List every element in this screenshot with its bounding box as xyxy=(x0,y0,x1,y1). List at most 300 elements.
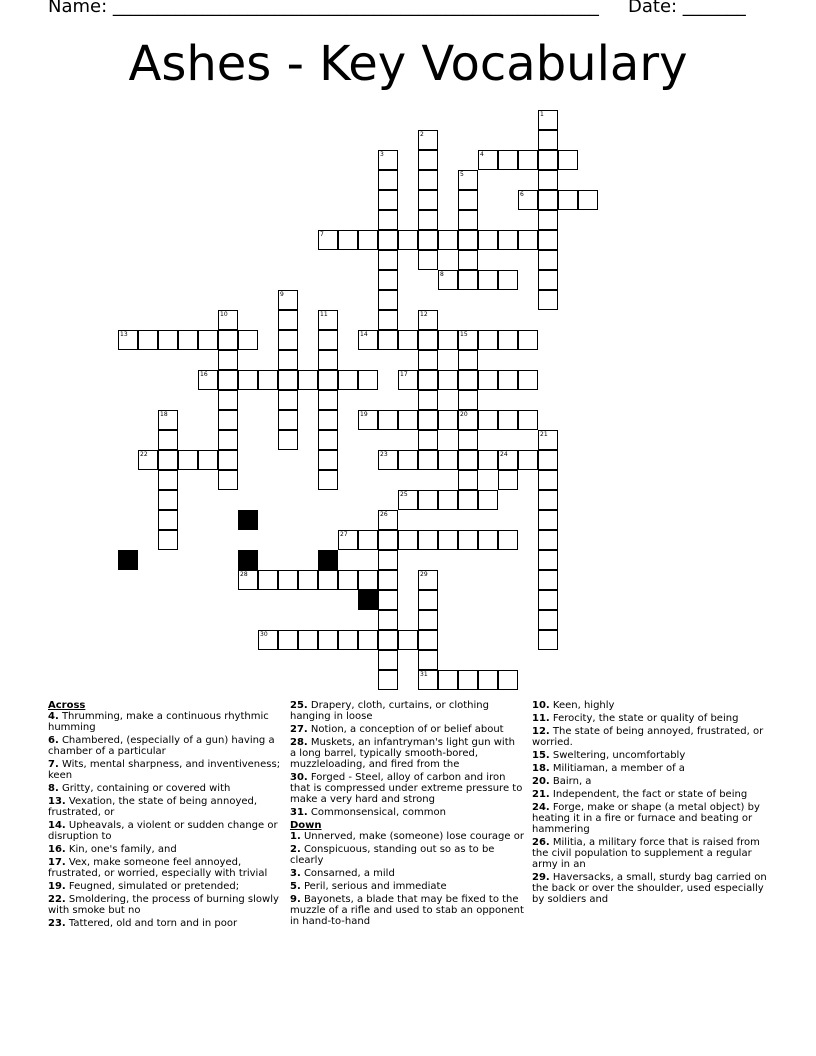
grid-cell[interactable] xyxy=(458,230,478,250)
grid-cell[interactable] xyxy=(458,250,478,270)
grid-cell[interactable] xyxy=(318,570,338,590)
clue-item-text: Gritty, containing or covered with xyxy=(58,783,231,794)
grid-cell[interactable] xyxy=(378,590,398,610)
grid-cell[interactable] xyxy=(318,350,338,370)
clue-item-number: 31. xyxy=(290,807,308,818)
across-clues-part-2 xyxy=(290,700,524,818)
grid-cell[interactable] xyxy=(318,390,338,410)
clue-number: 18 xyxy=(160,411,168,418)
clue-column-3 xyxy=(532,700,772,907)
clue-item-number: 12. xyxy=(532,726,550,737)
grid-cell[interactable] xyxy=(418,310,438,330)
clue-item-text: Peril, serious and immediate xyxy=(300,881,447,892)
grid-cell[interactable] xyxy=(418,630,438,650)
clue-number: 12 xyxy=(420,311,428,318)
grid-cell[interactable] xyxy=(278,390,298,410)
grid-cell[interactable] xyxy=(498,530,518,550)
grid-cell[interactable] xyxy=(358,230,378,250)
clue-item-number: 19. xyxy=(48,881,66,892)
grid-cell[interactable] xyxy=(538,210,558,230)
down-clues-part-1 xyxy=(290,831,524,927)
clue-item-text: Wits, mental sharpness, and inventiveness; keen xyxy=(48,759,281,781)
grid-cell[interactable] xyxy=(378,450,398,470)
clue-number: 2 xyxy=(420,131,424,138)
clue-item xyxy=(48,711,282,733)
clue-item xyxy=(48,857,282,879)
grid-cell[interactable] xyxy=(478,270,498,290)
clue-item xyxy=(290,894,524,927)
grid-cell[interactable] xyxy=(398,530,418,550)
grid-cell[interactable] xyxy=(318,410,338,430)
clue-item xyxy=(48,796,282,818)
grid-cell[interactable] xyxy=(158,530,178,550)
grid-cell[interactable] xyxy=(438,330,458,350)
grid-cell[interactable] xyxy=(278,290,298,310)
grid-cell[interactable] xyxy=(458,190,478,210)
grid-cell[interactable] xyxy=(538,150,558,170)
black-square xyxy=(238,550,258,570)
grid-cell[interactable] xyxy=(378,210,398,230)
clue-item-text: Ferocity, the state or quality of being xyxy=(549,713,739,724)
grid-cell[interactable] xyxy=(338,230,358,250)
grid-cell[interactable] xyxy=(478,370,498,390)
grid-cell[interactable] xyxy=(298,630,318,650)
grid-cell[interactable] xyxy=(378,510,398,530)
clue-number: 8 xyxy=(440,271,444,278)
grid-cell[interactable] xyxy=(418,670,438,690)
grid-cell[interactable] xyxy=(238,330,258,350)
clue-item-text: Vex, make someone feel annoyed, frustrated, or worried, especially with trivial xyxy=(48,857,268,879)
page-title: Ashes - Key Vocabulary xyxy=(128,36,688,92)
grid-cell[interactable] xyxy=(438,270,458,290)
grid-cell[interactable] xyxy=(538,550,558,570)
clue-item-text: Kin, one's family, and xyxy=(65,844,177,855)
clue-item-number: 22. xyxy=(48,894,66,905)
clue-item-number: 4. xyxy=(48,711,59,722)
grid-cell[interactable] xyxy=(498,670,518,690)
clue-item-text: Sweltering, uncomfortably xyxy=(549,750,686,761)
clue-number: 30 xyxy=(260,631,268,638)
grid-cell[interactable] xyxy=(158,490,178,510)
clue-item-number: 1. xyxy=(290,831,301,842)
grid-cell[interactable] xyxy=(158,510,178,530)
grid-cell[interactable] xyxy=(458,450,478,470)
grid-cell[interactable] xyxy=(278,630,298,650)
clue-item xyxy=(532,776,772,787)
grid-cell[interactable] xyxy=(278,370,298,390)
grid-cell[interactable] xyxy=(398,370,418,390)
clue-item xyxy=(290,881,524,892)
clue-item xyxy=(532,872,772,905)
grid-cell[interactable] xyxy=(338,570,358,590)
grid-cell[interactable] xyxy=(438,490,458,510)
clue-number: 28 xyxy=(240,571,248,578)
clue-column-1 xyxy=(48,700,282,931)
clue-item xyxy=(290,700,524,722)
clue-item xyxy=(48,783,282,794)
grid-cell[interactable] xyxy=(578,190,598,210)
grid-cell[interactable] xyxy=(398,230,418,250)
grid-cell[interactable] xyxy=(438,410,458,430)
clue-number: 5 xyxy=(460,171,464,178)
grid-cell[interactable] xyxy=(258,370,278,390)
name-field-label[interactable]: Name: ______________________________________________________ xyxy=(48,0,599,17)
clue-number: 26 xyxy=(380,511,388,518)
clue-number: 24 xyxy=(500,451,508,458)
clue-item-text: Notion, a conception of or belief about xyxy=(307,724,504,735)
grid-cell[interactable] xyxy=(198,450,218,470)
grid-cell[interactable] xyxy=(398,490,418,510)
grid-cell[interactable] xyxy=(138,330,158,350)
down-heading: Down xyxy=(290,820,322,831)
grid-cell[interactable] xyxy=(418,130,438,150)
clue-item-number: 20. xyxy=(532,776,550,787)
grid-cell[interactable] xyxy=(518,150,538,170)
grid-cell[interactable] xyxy=(538,530,558,550)
grid-cell[interactable] xyxy=(418,570,438,590)
grid-cell[interactable] xyxy=(418,430,438,450)
clue-item-number: 5. xyxy=(290,881,301,892)
grid-cell[interactable] xyxy=(458,670,478,690)
grid-cell[interactable] xyxy=(178,450,198,470)
clue-item-number: 14. xyxy=(48,820,66,831)
clue-item-text: Thrumming, make a continuous rhythmic humming xyxy=(48,711,269,733)
grid-cell[interactable] xyxy=(318,330,338,350)
grid-cell[interactable] xyxy=(278,330,298,350)
grid-cell[interactable] xyxy=(398,450,418,470)
clue-item-text: Feugned, simulated or pretended; xyxy=(65,881,240,892)
grid-cell[interactable] xyxy=(378,650,398,670)
grid-cell[interactable] xyxy=(478,330,498,350)
grid-cell[interactable] xyxy=(418,390,438,410)
clue-item-number: 11. xyxy=(532,713,550,724)
grid-cell[interactable] xyxy=(338,530,358,550)
grid-cell[interactable] xyxy=(538,250,558,270)
grid-cell[interactable] xyxy=(438,530,458,550)
grid-cell[interactable] xyxy=(318,310,338,330)
clue-item xyxy=(532,726,772,748)
grid-cell[interactable] xyxy=(458,210,478,230)
grid-cell[interactable] xyxy=(458,170,478,190)
grid-cell[interactable] xyxy=(498,270,518,290)
grid-cell[interactable] xyxy=(458,430,478,450)
clue-number: 16 xyxy=(200,371,208,378)
grid-cell[interactable] xyxy=(318,230,338,250)
grid-cell[interactable] xyxy=(478,530,498,550)
grid-cell[interactable] xyxy=(418,410,438,430)
grid-cell[interactable] xyxy=(398,630,418,650)
grid-cell[interactable] xyxy=(278,570,298,590)
clue-item xyxy=(290,831,524,842)
clue-item-number: 29. xyxy=(532,872,550,883)
grid-cell[interactable] xyxy=(498,410,518,430)
grid-cell[interactable] xyxy=(518,370,538,390)
grid-cell[interactable] xyxy=(458,410,478,430)
clue-item xyxy=(290,807,524,818)
grid-cell[interactable] xyxy=(538,490,558,510)
grid-cell[interactable] xyxy=(358,570,378,590)
clue-number: 9 xyxy=(280,291,284,298)
grid-cell[interactable] xyxy=(538,110,558,130)
grid-cell[interactable] xyxy=(438,450,458,470)
grid-cell[interactable] xyxy=(538,610,558,630)
grid-cell[interactable] xyxy=(198,370,218,390)
grid-cell[interactable] xyxy=(218,310,238,330)
grid-cell[interactable] xyxy=(518,190,538,210)
grid-cell[interactable] xyxy=(538,130,558,150)
grid-cell[interactable] xyxy=(418,190,438,210)
across-clues-part-1 xyxy=(48,711,282,929)
grid-cell[interactable] xyxy=(458,350,478,370)
clue-number: 27 xyxy=(340,531,348,538)
clue-item xyxy=(290,772,524,805)
grid-cell[interactable] xyxy=(518,450,538,470)
clue-number: 19 xyxy=(360,411,368,418)
grid-cell[interactable] xyxy=(378,570,398,590)
grid-cell[interactable] xyxy=(338,370,358,390)
clue-number: 15 xyxy=(460,331,468,338)
grid-cell[interactable] xyxy=(218,410,238,430)
grid-cell[interactable] xyxy=(418,650,438,670)
grid-cell[interactable] xyxy=(318,370,338,390)
clue-item xyxy=(532,802,772,835)
grid-cell[interactable] xyxy=(458,490,478,510)
clue-number: 7 xyxy=(320,231,324,238)
grid-cell[interactable] xyxy=(518,230,538,250)
clue-item-text: Smoldering, the process of burning slowly with smoke but no xyxy=(48,894,279,916)
grid-cell[interactable] xyxy=(538,170,558,190)
clue-number: 3 xyxy=(380,151,384,158)
clue-number: 4 xyxy=(480,151,484,158)
grid-cell[interactable] xyxy=(558,190,578,210)
grid-cell[interactable] xyxy=(458,390,478,410)
clue-item-number: 26. xyxy=(532,837,550,848)
clue-item xyxy=(290,737,524,770)
grid-cell[interactable] xyxy=(218,470,238,490)
grid-cell[interactable] xyxy=(358,530,378,550)
grid-cell[interactable] xyxy=(538,230,558,250)
grid-cell[interactable] xyxy=(518,410,538,430)
grid-cell[interactable] xyxy=(378,190,398,210)
clue-item xyxy=(48,881,282,892)
grid-cell[interactable] xyxy=(378,270,398,290)
clue-number: 31 xyxy=(420,671,428,678)
grid-cell[interactable] xyxy=(118,330,138,350)
grid-cell[interactable] xyxy=(178,330,198,350)
grid-cell[interactable] xyxy=(478,450,498,470)
grid-cell[interactable] xyxy=(358,370,378,390)
grid-cell[interactable] xyxy=(498,150,518,170)
grid-cell[interactable] xyxy=(418,250,438,270)
grid-cell[interactable] xyxy=(458,470,478,490)
grid-cell[interactable] xyxy=(538,470,558,490)
grid-cell[interactable] xyxy=(398,410,418,430)
grid-cell[interactable] xyxy=(218,450,238,470)
grid-cell[interactable] xyxy=(478,230,498,250)
clue-item-text: Commonsensical, common xyxy=(307,807,446,818)
clue-item-text: Independent, the fact or state of being xyxy=(549,789,748,800)
black-square xyxy=(238,510,258,530)
grid-cell[interactable] xyxy=(358,410,378,430)
grid-cell[interactable] xyxy=(538,570,558,590)
clue-item-number: 21. xyxy=(532,789,550,800)
clue-number: 13 xyxy=(120,331,128,338)
black-square xyxy=(318,550,338,570)
grid-cell[interactable] xyxy=(378,330,398,350)
clue-item-text: Chambered, (especially of a gun) having a chamber of a particular xyxy=(48,735,275,757)
grid-cell[interactable] xyxy=(378,530,398,550)
grid-cell[interactable] xyxy=(418,370,438,390)
grid-cell[interactable] xyxy=(278,430,298,450)
clue-item-number: 30. xyxy=(290,772,308,783)
grid-cell[interactable] xyxy=(498,330,518,350)
grid-cell[interactable] xyxy=(378,670,398,690)
grid-cell[interactable] xyxy=(218,390,238,410)
clue-number: 21 xyxy=(540,431,548,438)
grid-cell[interactable] xyxy=(538,270,558,290)
grid-cell[interactable] xyxy=(158,330,178,350)
grid-cell[interactable] xyxy=(418,530,438,550)
grid-cell[interactable] xyxy=(538,450,558,470)
grid-cell[interactable] xyxy=(458,530,478,550)
clue-item-text: Forge, make or shape (a metal object) by heating it in a fire or furnace and beating or hammering xyxy=(532,802,760,835)
grid-cell[interactable] xyxy=(158,410,178,430)
grid-cell[interactable] xyxy=(458,330,478,350)
clue-item-text: Vexation, the state of being annoyed, frustrated, or xyxy=(48,796,258,818)
grid-cell[interactable] xyxy=(418,330,438,350)
grid-cell[interactable] xyxy=(378,230,398,250)
grid-cell[interactable] xyxy=(378,610,398,630)
grid-cell[interactable] xyxy=(238,370,258,390)
grid-cell[interactable] xyxy=(438,370,458,390)
grid-cell[interactable] xyxy=(158,470,178,490)
grid-cell[interactable] xyxy=(478,150,498,170)
grid-cell[interactable] xyxy=(418,170,438,190)
grid-cell[interactable] xyxy=(378,170,398,190)
grid-cell[interactable] xyxy=(398,330,418,350)
grid-cell[interactable] xyxy=(418,610,438,630)
clue-item-text: Forged - Steel, alloy of carbon and iron that is compressed under extreme pressure to make a very hard and strong xyxy=(290,772,523,805)
grid-cell[interactable] xyxy=(198,330,218,350)
grid-cell[interactable] xyxy=(518,330,538,350)
grid-cell[interactable] xyxy=(458,270,478,290)
clue-item-text: Conspicuous, standing out so as to be clearly xyxy=(290,844,495,866)
grid-cell[interactable] xyxy=(158,450,178,470)
grid-cell[interactable] xyxy=(418,350,438,370)
clue-item-number: 10. xyxy=(532,700,550,711)
grid-cell[interactable] xyxy=(498,370,518,390)
grid-cell[interactable] xyxy=(158,430,178,450)
clue-number: 25 xyxy=(400,491,408,498)
grid-cell[interactable] xyxy=(418,590,438,610)
clue-item-text: Muskets, an infantryman's light gun with a long barrel, typically smooth-bored, muzzleloading, and fired from the xyxy=(290,737,515,770)
clue-item-number: 15. xyxy=(532,750,550,761)
grid-cell[interactable] xyxy=(418,150,438,170)
grid-cell[interactable] xyxy=(418,450,438,470)
grid-cell[interactable] xyxy=(438,230,458,250)
grid-cell[interactable] xyxy=(438,670,458,690)
clue-item-number: 3. xyxy=(290,868,301,879)
grid-cell[interactable] xyxy=(358,630,378,650)
grid-cell[interactable] xyxy=(318,450,338,470)
grid-cell[interactable] xyxy=(378,550,398,570)
clue-item xyxy=(532,837,772,870)
grid-cell[interactable] xyxy=(538,590,558,610)
grid-cell[interactable] xyxy=(378,250,398,270)
grid-cell[interactable] xyxy=(318,470,338,490)
grid-cell[interactable] xyxy=(418,210,438,230)
grid-cell[interactable] xyxy=(298,570,318,590)
grid-cell[interactable] xyxy=(538,510,558,530)
grid-cell[interactable] xyxy=(338,630,358,650)
grid-cell[interactable] xyxy=(418,490,438,510)
grid-cell[interactable] xyxy=(218,350,238,370)
clue-item xyxy=(48,820,282,842)
clue-item-text: Upheavals, a violent or sudden change or disruption to xyxy=(48,820,278,842)
clue-item-number: 13. xyxy=(48,796,66,807)
clue-number: 29 xyxy=(420,571,428,578)
date-field-label[interactable]: Date: _______ xyxy=(628,0,746,17)
grid-cell[interactable] xyxy=(558,150,578,170)
grid-cell[interactable] xyxy=(498,230,518,250)
grid-cell[interactable] xyxy=(458,370,478,390)
grid-cell[interactable] xyxy=(318,430,338,450)
clue-item-text: Haversacks, a small, sturdy bag carried on the back or over the shoulder, used especially by soldiers and xyxy=(532,872,767,905)
clue-item xyxy=(532,789,772,800)
grid-cell[interactable] xyxy=(298,370,318,390)
grid-cell[interactable] xyxy=(278,310,298,330)
grid-cell[interactable] xyxy=(538,630,558,650)
grid-cell[interactable] xyxy=(358,330,378,350)
clue-item-text: Militiaman, a member of a xyxy=(549,763,685,774)
grid-cell[interactable] xyxy=(478,670,498,690)
grid-cell[interactable] xyxy=(478,490,498,510)
grid-cell[interactable] xyxy=(378,310,398,330)
grid-cell[interactable] xyxy=(278,410,298,430)
grid-cell[interactable] xyxy=(378,290,398,310)
grid-cell[interactable] xyxy=(238,570,258,590)
clue-number: 23 xyxy=(380,451,388,458)
clue-number: 22 xyxy=(140,451,148,458)
grid-cell[interactable] xyxy=(478,410,498,430)
grid-cell[interactable] xyxy=(278,350,298,370)
grid-cell[interactable] xyxy=(418,230,438,250)
clue-item xyxy=(532,763,772,774)
grid-cell[interactable] xyxy=(378,630,398,650)
grid-cell[interactable] xyxy=(538,290,558,310)
grid-cell[interactable] xyxy=(318,630,338,650)
grid-cell[interactable] xyxy=(218,430,238,450)
grid-cell[interactable] xyxy=(258,630,278,650)
clue-item-text: Unnerved, make (someone) lose courage or xyxy=(300,831,524,842)
clue-number: 17 xyxy=(400,371,408,378)
grid-cell[interactable] xyxy=(378,410,398,430)
clue-item-text: Militia, a military force that is raised from the civil population to supplement a regular army in an xyxy=(532,837,760,870)
grid-cell[interactable] xyxy=(258,570,278,590)
grid-cell[interactable] xyxy=(498,450,518,470)
grid-cell[interactable] xyxy=(378,150,398,170)
clue-item xyxy=(48,759,282,781)
grid-cell[interactable] xyxy=(538,430,558,450)
clue-item-text: Tattered, old and torn and in poor xyxy=(65,918,238,929)
clue-item-number: 28. xyxy=(290,737,308,748)
grid-cell[interactable] xyxy=(218,330,238,350)
clue-item-number: 8. xyxy=(48,783,59,794)
grid-cell[interactable] xyxy=(218,370,238,390)
grid-cell[interactable] xyxy=(498,470,518,490)
grid-cell[interactable] xyxy=(538,190,558,210)
grid-cell[interactable] xyxy=(138,450,158,470)
